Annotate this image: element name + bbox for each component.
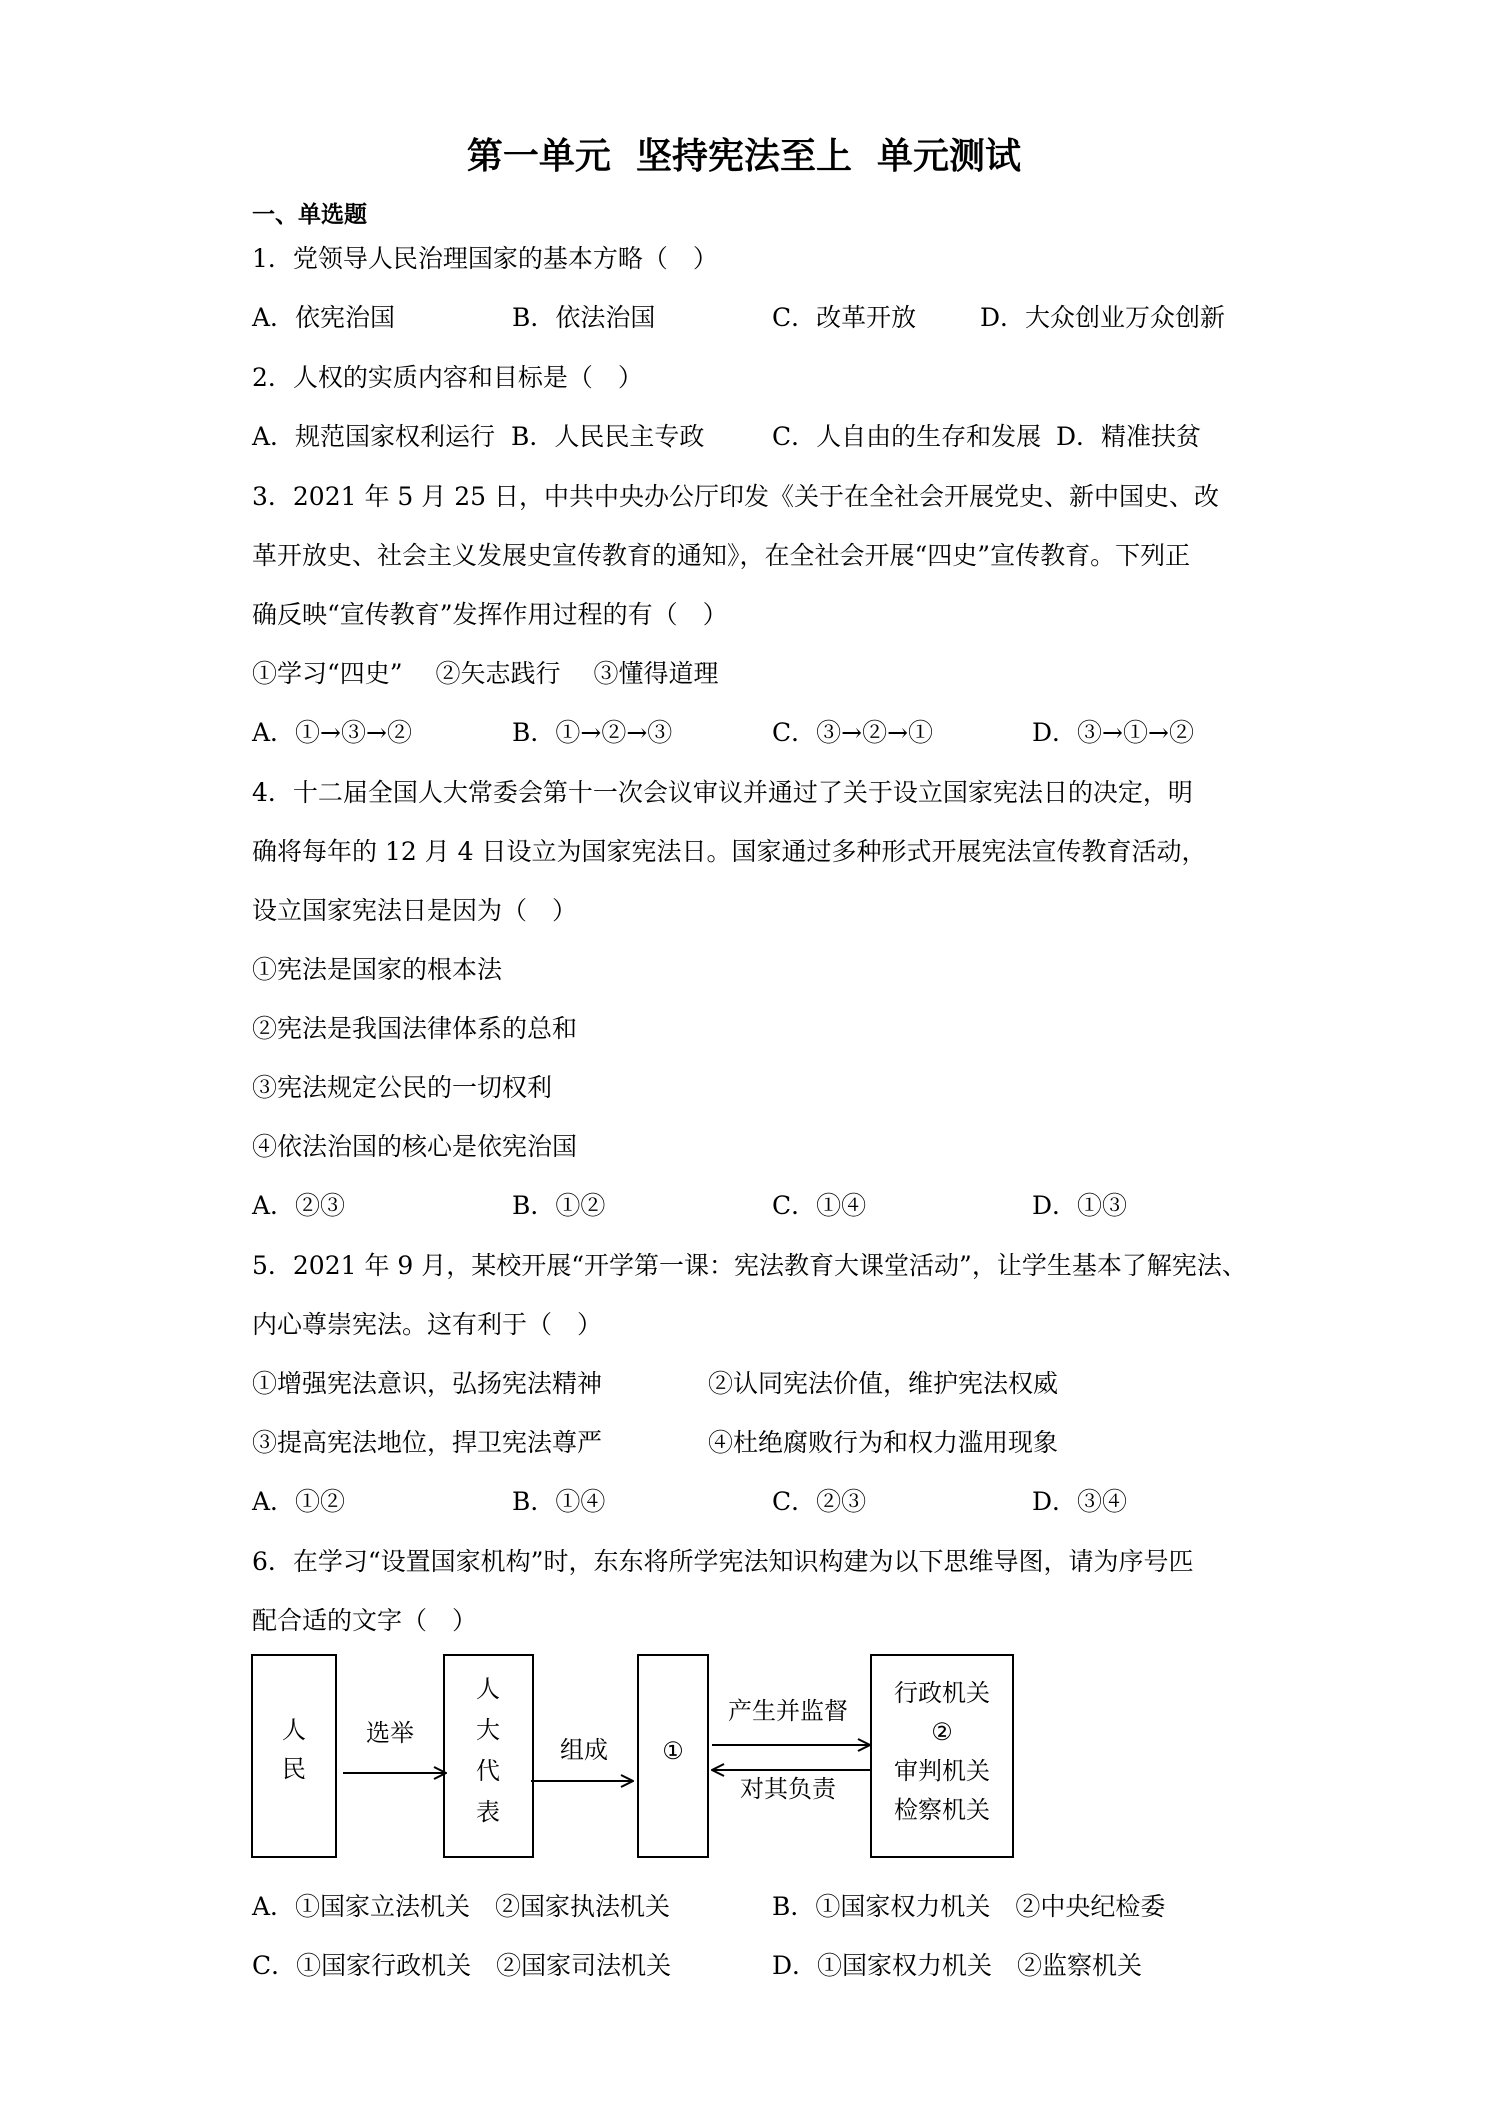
q4-item-1: ①宪法是国家的根本法 — [252, 955, 503, 984]
q6-option-c: C．①国家行政机关 ②国家司法机关 — [252, 1951, 672, 1980]
diagram-box-people-char-2: 民 — [282, 1755, 306, 1783]
q3-option-b: B．①→②→③ — [512, 718, 673, 747]
q5-item-3: ③提高宪法地位，捍卫宪法尊严 — [252, 1428, 603, 1457]
diagram-box-1-label: ① — [662, 1737, 684, 1765]
q2-option-c: C．人自由的生存和发展 — [772, 422, 1042, 451]
q3-items: ①学习“四史” ②矢志践行 ③懂得道理 — [252, 659, 719, 688]
question-4-stem-line-1: 4．十二届全国人大常委会第十一次会议审议并通过了关于设立国家宪法日的决定，明 — [252, 778, 1193, 807]
q1-option-b: B．依法治国 — [512, 303, 656, 332]
diagram-arrow-produce-supervise-label: 产生并监督 — [728, 1697, 848, 1725]
q4-option-b: B．①② — [512, 1191, 606, 1220]
question-6-stem-line-2: 配合适的文字（ ） — [252, 1606, 478, 1635]
question-3-stem-line-1: 3．2021 年 5 月 25 日，中共中央办公厅印发《关于在全社会开展党史、新中国史、改 — [252, 482, 1219, 511]
q3-option-a: A．①→③→② — [252, 718, 412, 747]
q4-option-d: D．①③ — [1032, 1191, 1128, 1220]
q5-item-2: ②认同宪法价值，维护宪法权威 — [708, 1369, 1059, 1398]
diagram-box-deputies-char-3: 代 — [476, 1757, 500, 1785]
diagram-box-deputies-char-4: 表 — [476, 1798, 500, 1826]
q5-item-1: ①增强宪法意识，弘扬宪法精神 — [252, 1369, 603, 1398]
question-4-stem-line-3: 设立国家宪法日是因为（ ） — [252, 896, 578, 925]
question-6-stem-line-1: 6．在学习“设置国家机构”时，东东将所学宪法知识构建为以下思维导图，请为序号匹 — [252, 1547, 1194, 1576]
q5-item-4: ④杜绝腐败行为和权力滥用现象 — [708, 1428, 1059, 1457]
q1-option-c: C．改革开放 — [772, 303, 917, 332]
q3-option-c: C．③→②→① — [772, 718, 934, 747]
q5-option-d: D．③④ — [1032, 1487, 1128, 1516]
q3-option-d: D．③→①→② — [1032, 718, 1194, 747]
q5-option-c: C．②③ — [772, 1487, 867, 1516]
diagram-arrow-responsible-label: 对其负责 — [740, 1775, 836, 1803]
q2-option-d: D．精准扶贫 — [1056, 422, 1202, 451]
section-heading: 一、单选题 — [252, 202, 367, 228]
q4-item-3: ③宪法规定公民的一切权利 — [252, 1073, 553, 1102]
question-3-stem-line-3: 确反映“宣传教育”发挥作用过程的有（ ） — [252, 600, 728, 629]
diagram-box-people-char-1: 人 — [282, 1716, 306, 1744]
q1-option-d: D．大众创业万众创新 — [980, 303, 1226, 332]
diagram-box-organs-line-4: 检察机关 — [894, 1796, 990, 1824]
q6-option-b: B．①国家权力机关 ②中央纪检委 — [772, 1892, 1166, 1921]
question-5-stem-line-1: 5．2021 年 9 月，某校开展“开学第一课：宪法教育大课堂活动”，让学生基本了解宪法、 — [252, 1251, 1247, 1280]
question-5-stem-line-2: 内心尊崇宪法。这有利于（ ） — [252, 1310, 603, 1339]
q5-option-b: B．①④ — [512, 1487, 606, 1516]
diagram-box-organs-line-2: ② — [931, 1718, 953, 1746]
q4-option-c: C．①④ — [772, 1191, 867, 1220]
q2-option-b: B．人民民主专政 — [511, 422, 705, 451]
q5-option-a: A．①② — [252, 1487, 346, 1516]
q1-option-a: A．依宪治国 — [252, 303, 396, 332]
diagram-arrow-compose-label: 组成 — [560, 1736, 608, 1764]
diagram-box-organs-line-3: 审判机关 — [894, 1757, 990, 1785]
q6-option-d: D．①国家权力机关 ②监察机关 — [772, 1951, 1143, 1980]
q6-option-a: A．①国家立法机关 ②国家执法机关 — [252, 1892, 671, 1921]
question-4-stem-line-2: 确将每年的 12 月 4 日设立为国家宪法日。国家通过多种形式开展宪法宣传教育活动， — [252, 837, 1207, 866]
question-3-stem-line-2: 革开放史、社会主义发展史宣传教育的通知》，在全社会开展“四史”宣传教育。下列正 — [252, 541, 1191, 570]
q2-option-a: A．规范国家权利运行 — [252, 422, 496, 451]
question-2-stem: 2．人权的实质内容和目标是（ ） — [252, 363, 643, 392]
diagram-arrow-elect-label: 选举 — [366, 1719, 414, 1747]
diagram-box-organs-line-1: 行政机关 — [894, 1679, 990, 1707]
question-1-stem: 1．党领导人民治理国家的基本方略（ ） — [252, 244, 718, 273]
diagram-box-deputies-char-2: 大 — [476, 1716, 500, 1744]
q4-item-2: ②宪法是我国法律体系的总和 — [252, 1014, 578, 1043]
diagram-box-deputies-char-1: 人 — [476, 1675, 500, 1703]
q4-option-a: A．②③ — [252, 1191, 346, 1220]
q4-item-4: ④依法治国的核心是依宪治国 — [252, 1132, 578, 1161]
page-title: 第一单元 坚持宪法至上 单元测试 — [466, 136, 1022, 177]
